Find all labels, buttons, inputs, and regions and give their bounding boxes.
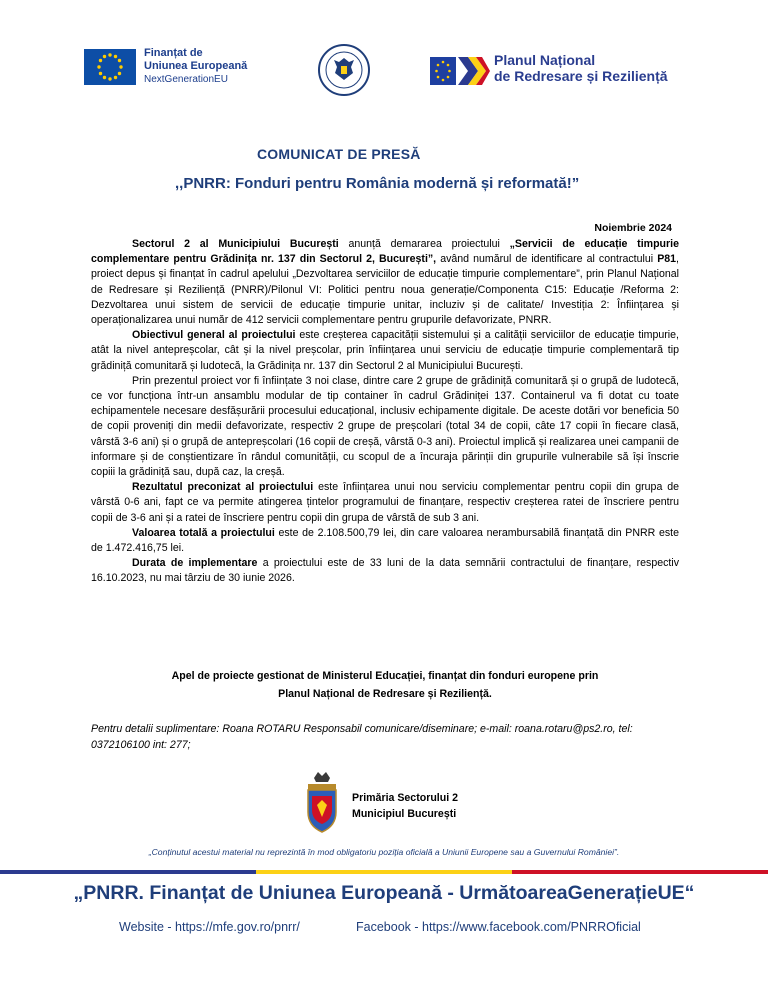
- pnrr-logo-line2: de Redresare și Reziliență: [494, 68, 668, 84]
- pnrr-logo: [430, 52, 690, 92]
- tricolor-divider: [0, 870, 768, 874]
- pnrr-arrow-icon: [430, 54, 490, 88]
- primaria-name: [352, 790, 458, 822]
- paragraph-result: Rezultatul preconizat al proiectului este înființarea unui nou serviciu complementar pentru copii din grupa de vârstă 0-6 ani, fapt ce va permite atingerea țintelor programului de finanțare, respectiv creșterea ratei de înscriere pentru copii de 3-6 ani și a ratei de înscriere pentru copii din grupa de vârstă de sub 3 ani.: [91, 481, 679, 524]
- eu-funding-logo: [84, 44, 274, 94]
- website-link[interactable]: Website - https://mfe.gov.ro/pnrr/: [119, 920, 300, 934]
- document-label: COMUNICAT DE PRESĂ: [257, 146, 421, 162]
- document-body: [91, 237, 679, 587]
- document-date: Noiembrie 2024: [594, 222, 672, 234]
- paragraph-objective: Obiectivul general al proiectului este creșterea capacității sistemului și a calității serviciilor de educație timpurie, atât la nivel antepreșcolar, cât și la nivel preșcolar, prin înființarea unui serviciu de educație timpurie complementară tip grădiniță comunitară și ludotecă, la Grădinița nr. 137 din Sectorul 2 al Municipiului București.: [91, 329, 679, 372]
- pnrr-logo-text: [494, 52, 668, 84]
- eu-logo-line3: NextGenerationEU: [144, 74, 228, 85]
- romanian-government-seal-icon: [318, 44, 370, 96]
- footer-slogan: „PNRR. Finanțat de Uniunea Europeană - UrmătoareaGenerațieUE“: [73, 882, 695, 904]
- pnrr-logo-line1: Planul Național: [494, 52, 596, 68]
- disclaimer: „Conținutul acestui material nu reprezintă în mod obligatoriu poziția oficială a Uniunii Europene sau a Guvernului României”.: [148, 847, 620, 857]
- paragraph-intro: Sectorul 2 al Municipiului București anunță demararea proiectului „Servicii de educație timpurie complementare pentru Grădinița nr. 137 din Sectorul 2, București”, având numărul de identificare al contractului P81, proiect depus și finanțat în cadrul apelului „Dezvoltarea serviciilor de educație timpurie complementare”, prin Planul Național de Redresare și Reziliență (PNRR)/Pilonul VI: Politici pentru noua generație/Componenta C15: Educație /Reforma 2: Dezvoltarea unui sistem de servicii de educație timpurie unitar, incluziv și de calitate/ Investiția 2: Înființarea și operaționalizarea unui număr de 412 servicii complementare pentru grupurile defavorizate, PNRR.: [91, 238, 679, 327]
- eu-logo-line1: Finanțat de: [144, 47, 203, 59]
- facebook-link[interactable]: Facebook - https://www.facebook.com/PNRROficial: [356, 920, 641, 934]
- paragraph-value: Valoarea totală a proiectului este de 2.108.500,79 lei, din care valoarea nerambursabilă finanțată din PNRR este de 1.472.416,75 lei.: [91, 526, 679, 555]
- primaria-line2: Municipiul București: [352, 808, 457, 820]
- eu-logo-line2: Uniunea Europeană: [144, 60, 248, 72]
- call-line2: Planul Național de Redresare și Reziliență.: [278, 688, 492, 700]
- paragraph-description: Prin prezentul proiect vor fi înființate 3 noi clase, dintre care 2 grupe de grădiniță comunitară și o grupă de ludotecă, ce vor funcționa într-un ansamblu modular de tip container în cadrul Grădiniței 137. Containerul va fi dotat cu toate echipamentele necesare desfășurării procesului educațional, inclusiv echipamente digitale. De aceste dotări vor beneficia 50 de copii proveniți din medii defavorizate, respectiv 2 grupe de preșcolari (total 34 de copii, câte 17 copii în fiecare clasă, vârstă 3-6 ani) și o grupă de antepreșcolari (16 copii de creșă, vârstă 0-3 ani). Proiectul implică și realizarea unei campanii de informare și de conștientizare în rândul comunității, cu scopul de a încuraja părinții din grupurile vulnerabile să își înscrie copiii la grădiniță sau, după caz, la creșă.: [91, 374, 679, 479]
- call-line1: Apel de proiecte gestionat de Ministerul Educației, finanțat din fonduri europene prin: [171, 670, 599, 682]
- eu-flag-icon: [84, 49, 136, 85]
- eu-logo-text: [144, 47, 247, 86]
- paragraph-duration: Durata de implementare a proiectului este de 33 luni de la data semnării contractului de finanțare, respectiv 16.10.2023, nu mai târziu de 30 iunie 2026.: [91, 557, 679, 585]
- document-title: ,,PNRR: Fonduri pentru România modernă și reformată!”: [175, 175, 580, 192]
- call-statement: [91, 667, 679, 703]
- primaria-line1: Primăria Sectorului 2: [352, 792, 458, 804]
- contact-details: Pentru detalii suplimentare: Roana ROTARU Responsabil comunicare/diseminare; e-mail: roana.rotaru@ps2.ro, tel: 0372106100 int: 277;: [91, 723, 633, 751]
- sector-2-coat-of-arms-icon: [302, 770, 342, 836]
